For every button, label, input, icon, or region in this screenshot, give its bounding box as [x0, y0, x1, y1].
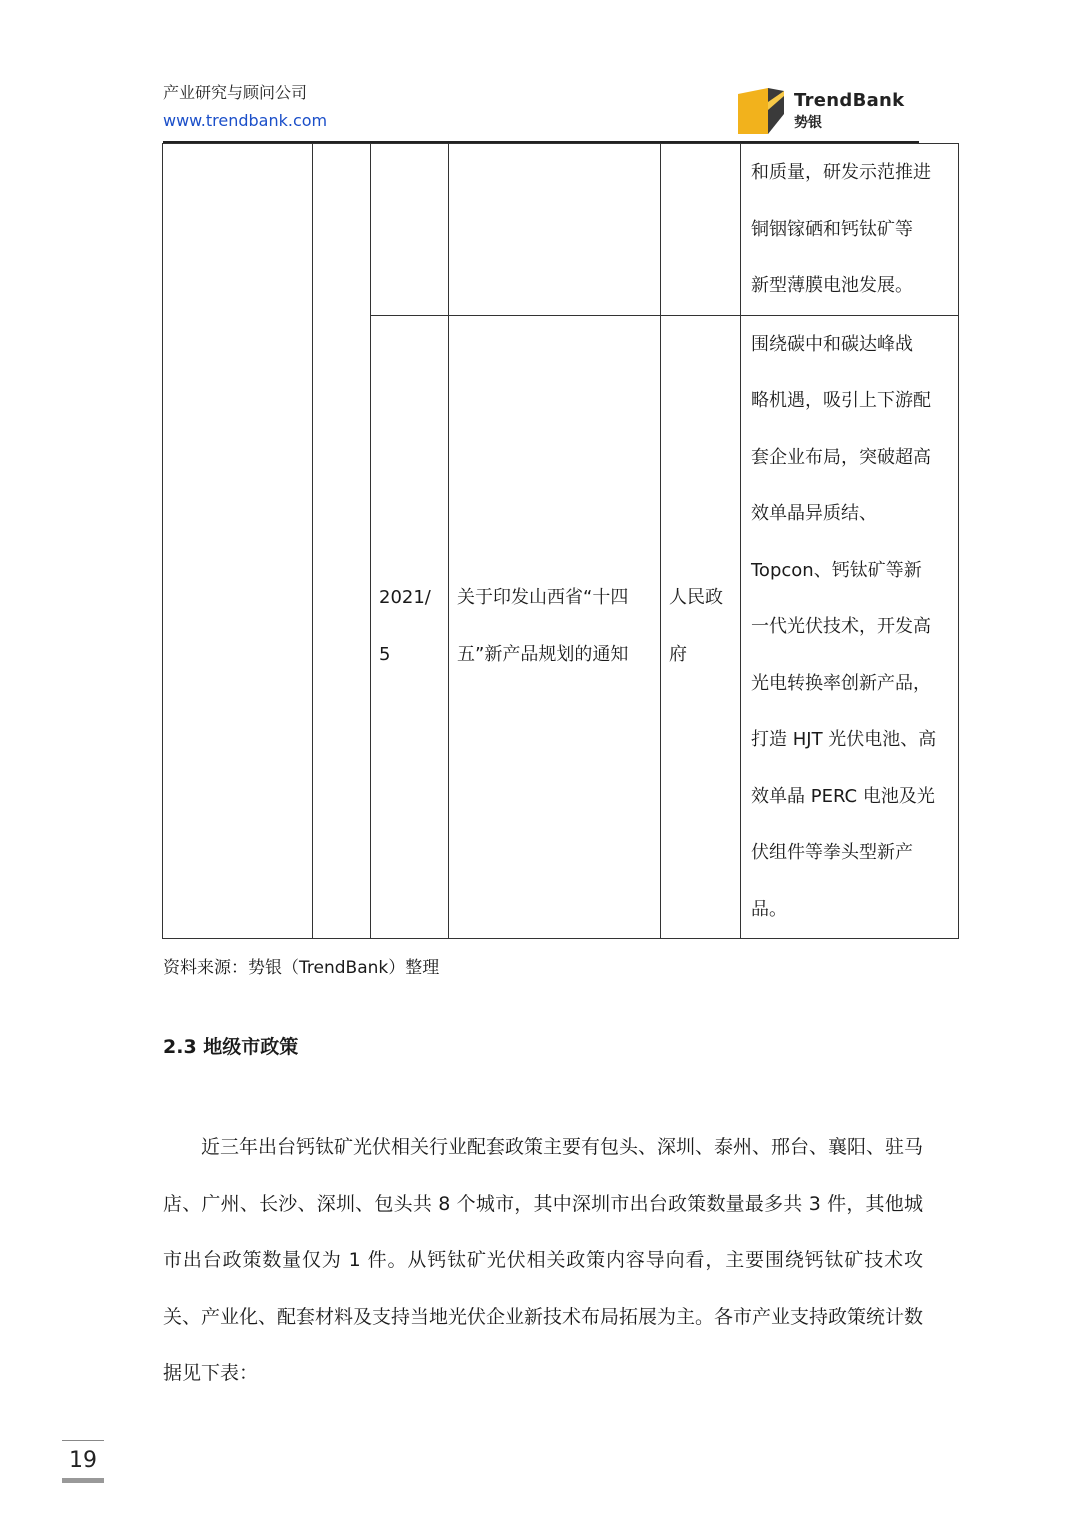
content-line: 铜铟镓硒和钙钛矿等 — [751, 218, 913, 240]
company-tagline: 产业研究与顾问公司 — [163, 83, 308, 102]
title-line: 五”新产品规划的通知 — [457, 643, 629, 665]
content-line: 新型薄膜电池发展。 — [751, 275, 913, 296]
content-line: 围绕碳中和碳达峰战 — [751, 333, 913, 355]
date-line: 2021/ — [379, 587, 431, 609]
page-number: 19 — [62, 1440, 104, 1481]
table-cell-content — [741, 144, 959, 316]
table-cell-title — [449, 144, 661, 316]
table-cell-content — [741, 315, 959, 939]
content-line: 打造 HJT 光伏电池、高 — [751, 729, 937, 750]
content-line: 和质量，研发示范推进 — [751, 162, 931, 183]
content-line: 效单晶异质结、 — [751, 503, 877, 524]
logo-mark-icon — [738, 88, 784, 134]
content-line: 一代光伏技术，开发高 — [751, 616, 931, 637]
title-line: 关于印发山西省“十四 — [457, 587, 629, 609]
source-note: 资料来源：势银（TrendBank）整理 — [163, 958, 440, 978]
table-cell-date — [371, 315, 449, 939]
content-line: 伏组件等拳头型新产 — [751, 842, 913, 863]
content-line: 品。 — [751, 898, 787, 920]
table-cell-level — [313, 144, 371, 939]
logo-name: TrendBank — [794, 90, 905, 111]
table-cell-region — [163, 144, 313, 939]
logo-subtitle: 势银 — [794, 115, 822, 131]
section-heading: 2.3 地级市政策 — [163, 1036, 299, 1058]
page-number-underline — [62, 1478, 104, 1483]
header-left — [163, 82, 327, 132]
issuer-line: 人民政 — [669, 587, 723, 609]
issuer-line: 府 — [669, 643, 687, 665]
date-line: 5 — [379, 643, 391, 665]
content-line: 略机遇，吸引上下游配 — [751, 390, 931, 411]
table-cell-date — [371, 144, 449, 316]
content-line: Topcon、钙钛矿等新 — [751, 559, 922, 581]
website-link[interactable]: www.trendbank.com — [163, 111, 328, 130]
body-paragraph: 近三年出台钙钛矿光伏相关行业配套政策主要有包头、深圳、泰州、邢台、襄阳、驻马店、广州、长沙、深圳、包头共 8 个城市，其中深圳市出台政策数量最多共 3 件，其他城市出台政策数量仅为 1 件。从钙钛矿光伏相关政策内容导向看，主要围绕钙钛矿技术攻关、产业化、配套材料及支持当地光伏企业新技术布局拓展为主。各市产业支持政策统计数据见下表： — [163, 1136, 924, 1384]
content-line: 光电转换率创新产品， — [751, 672, 931, 694]
table-cell-title — [449, 315, 661, 939]
trendbank-logo — [738, 88, 918, 138]
table-row — [163, 144, 959, 316]
table-cell-issuer — [661, 315, 741, 939]
table-cell-issuer — [661, 144, 741, 316]
content-line: 套企业布局，突破超高 — [751, 446, 931, 468]
content-line: 效单晶 PERC 电池及光 — [751, 785, 935, 807]
policy-table — [162, 143, 959, 939]
